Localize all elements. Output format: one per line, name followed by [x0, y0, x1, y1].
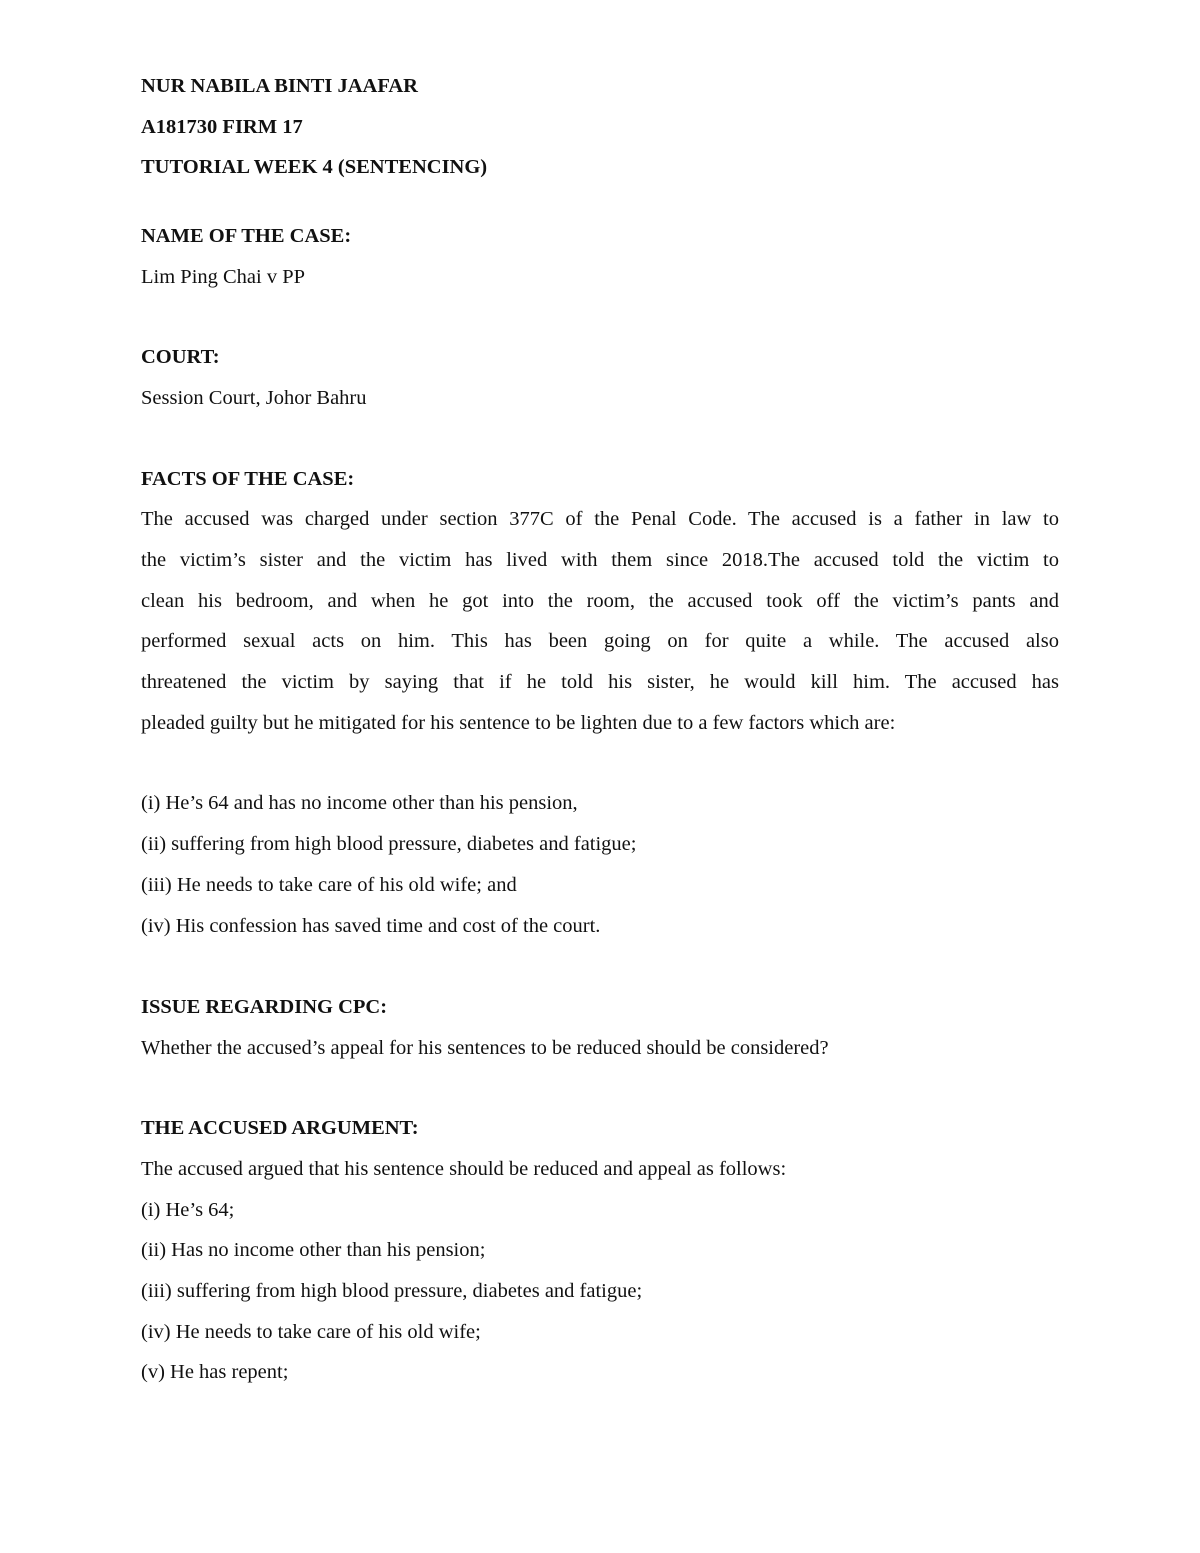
court-value: Session Court, Johor Bahru	[141, 387, 367, 409]
facts-line: The accused was charged under section 377C of the Penal Code. The accused is a father in law to	[141, 508, 1059, 530]
argument-heading: THE ACCUSED ARGUMENT:	[141, 1117, 419, 1139]
case-name-value: Lim Ping Chai v PP	[141, 266, 306, 288]
argument-intro: The accused argued that his sentence should be reduced and appeal as follows:	[141, 1158, 787, 1180]
student-id-firm: A181730 FIRM 17	[141, 116, 303, 138]
argument-point-item: (v) He has repent;	[141, 1361, 289, 1383]
facts-line: the victim’s sister and the victim has lived with them since 2018.The accused told the victim to	[141, 549, 1059, 571]
facts-factor-item: (i) He’s 64 and has no income other than his pension,	[141, 792, 578, 814]
facts-line: clean his bedroom, and when he got into the room, the accused took off the victim’s pants and	[141, 590, 1059, 612]
argument-point-item: (iv) He needs to take care of his old wife;	[141, 1321, 481, 1343]
argument-point-item: (ii) Has no income other than his pension;	[141, 1239, 486, 1261]
argument-point-item: (i) He’s 64;	[141, 1199, 235, 1221]
argument-point-item: (iii) suffering from high blood pressure, diabetes and fatigue;	[141, 1280, 643, 1302]
issue-heading: ISSUE REGARDING CPC:	[141, 996, 388, 1018]
tutorial-title: TUTORIAL WEEK 4 (SENTENCING)	[141, 156, 488, 178]
facts-factor-item: (ii) suffering from high blood pressure, diabetes and fatigue;	[141, 833, 637, 855]
issue-value: Whether the accused’s appeal for his sentences to be reduced should be considered?	[141, 1037, 829, 1059]
facts-line: threatened the victim by saying that if he told his sister, he would kill him. The accused has	[141, 671, 1059, 693]
facts-factor-item: (iii) He needs to take care of his old wife; and	[141, 874, 517, 896]
facts-line: performed sexual acts on him. This has been going on for quite a while. The accused also	[141, 630, 1059, 652]
facts-heading: FACTS OF THE CASE:	[141, 468, 355, 490]
facts-factor-item: (iv) His confession has saved time and cost of the court.	[141, 915, 601, 937]
facts-line: pleaded guilty but he mitigated for his sentence to be lighten due to a few factors which are:	[141, 712, 896, 734]
case-name-heading: NAME OF THE CASE:	[141, 225, 352, 247]
court-heading: COURT:	[141, 346, 220, 368]
student-name: NUR NABILA BINTI JAAFAR	[141, 75, 418, 97]
